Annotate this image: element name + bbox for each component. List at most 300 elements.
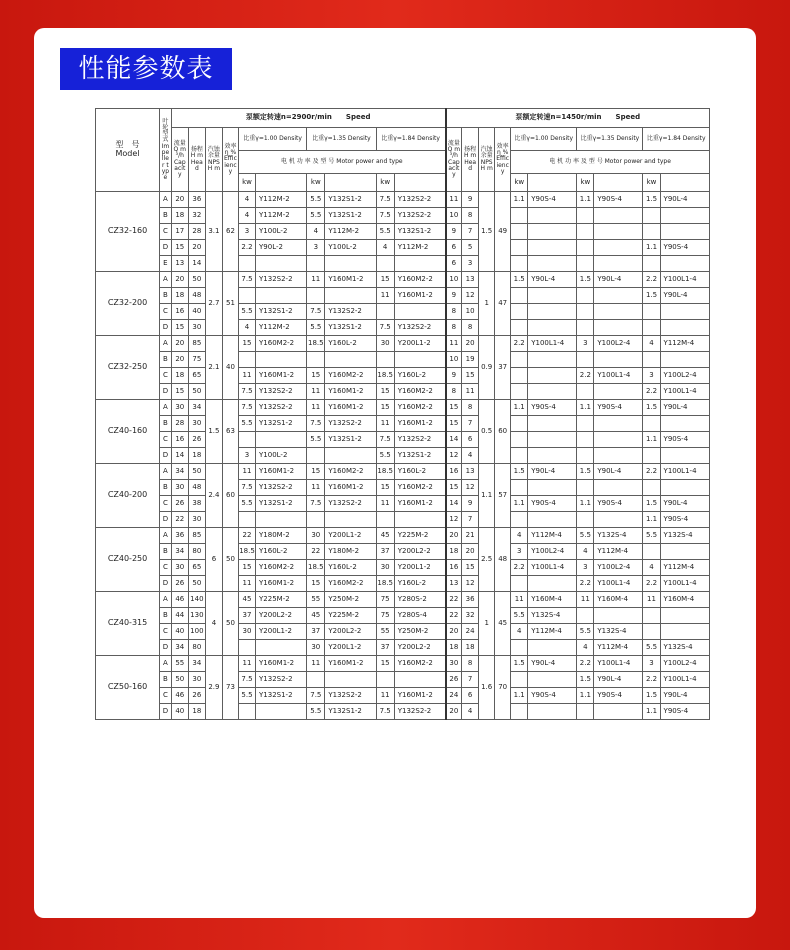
cell-ty3: Y160M1-2 <box>394 288 445 304</box>
cell-aty2: Y160M-4 <box>594 592 643 608</box>
model-cell: CZ32-250 <box>96 336 160 400</box>
cell-ef2: 49 <box>495 192 511 272</box>
cell-aty3: Y100L1-4 <box>660 576 709 592</box>
capacity-header-1450: 流量Q m³/h Capacity <box>446 128 462 192</box>
cell-q2: 11 <box>446 192 462 208</box>
cell-q2: 15 <box>446 416 462 432</box>
cell-aty2 <box>594 432 643 448</box>
cell-t: A <box>160 192 172 208</box>
cell-h: 50 <box>188 384 205 400</box>
cell-a2 <box>577 352 594 368</box>
cell-aty2 <box>594 416 643 432</box>
cell-a3: 1.5 <box>643 688 660 704</box>
cell-ty1: Y132S2-2 <box>256 672 307 688</box>
cell-h2: 24 <box>462 624 479 640</box>
cell-q2: 26 <box>446 672 462 688</box>
density-100-header-1450: 比重γ=1.00 Density <box>511 128 577 151</box>
table-row <box>96 688 710 704</box>
cell-aty2: Y132S-4 <box>594 528 643 544</box>
cell-t: E <box>160 256 172 272</box>
cell-p2: 18.5 <box>307 336 325 352</box>
cell-h: 48 <box>188 288 205 304</box>
table-row <box>96 496 710 512</box>
cell-p3: 75 <box>376 592 394 608</box>
cell-p3: 11 <box>376 416 394 432</box>
cell-t: C <box>160 224 172 240</box>
cell-p2 <box>307 352 325 368</box>
cell-q: 36 <box>171 528 188 544</box>
cell-ty2: Y250M-2 <box>325 592 376 608</box>
cell-ty3 <box>394 256 445 272</box>
cell-t: B <box>160 480 172 496</box>
density-184-header-1450: 比重γ=1.84 Density <box>643 128 710 151</box>
cell-q2: 15 <box>446 480 462 496</box>
cell-a3: 1.5 <box>643 288 660 304</box>
cell-p3 <box>376 304 394 320</box>
cell-q2: 8 <box>446 320 462 336</box>
cell-t: C <box>160 368 172 384</box>
cell-a1 <box>511 704 528 720</box>
capacity-header: 流量Q m³/h Capacity <box>171 128 188 192</box>
cell-q: 46 <box>171 592 188 608</box>
cell-t: C <box>160 560 172 576</box>
cell-ty3: Y250M-2 <box>394 624 445 640</box>
cell-a3 <box>643 320 660 336</box>
cell-aty3: Y100L1-4 <box>660 672 709 688</box>
cell-a2 <box>577 704 594 720</box>
cell-aty1: Y90S-4 <box>528 192 577 208</box>
cell-ty3: Y132S1-2 <box>394 448 445 464</box>
cell-ty3: Y160M2-2 <box>394 272 445 288</box>
cell-h2: 36 <box>462 592 479 608</box>
cell-ty3: Y160M1-2 <box>394 416 445 432</box>
cell-h2: 11 <box>462 384 479 400</box>
cell-ty1 <box>256 256 307 272</box>
cell-p3: 18.5 <box>376 576 394 592</box>
cell-ty3: Y132S1-2 <box>394 224 445 240</box>
cell-ty1: Y132S2-2 <box>256 400 307 416</box>
cell-h: 26 <box>188 432 205 448</box>
cell-a2: 3 <box>577 560 594 576</box>
cell-p1: 11 <box>238 368 255 384</box>
cell-ty1 <box>256 288 307 304</box>
cell-a2: 4 <box>577 544 594 560</box>
cell-aty1: Y90S-4 <box>528 400 577 416</box>
cell-a3 <box>643 352 660 368</box>
cell-h: 80 <box>188 640 205 656</box>
cell-aty1 <box>528 256 577 272</box>
cell-p2: 7.5 <box>307 416 325 432</box>
cell-p3: 15 <box>376 480 394 496</box>
cell-h: 50 <box>188 464 205 480</box>
table-row <box>96 528 710 544</box>
cell-np: 2.9 <box>205 656 222 720</box>
cell-aty1: Y132S-4 <box>528 608 577 624</box>
cell-q: 30 <box>171 560 188 576</box>
cell-p1 <box>238 432 255 448</box>
cell-a1: 11 <box>511 592 528 608</box>
table-row <box>96 464 710 480</box>
cell-h: 48 <box>188 480 205 496</box>
cell-ef: 40 <box>222 336 238 400</box>
cell-ty1 <box>256 432 307 448</box>
cell-q: 28 <box>171 416 188 432</box>
cell-ty2: Y160M1-2 <box>325 384 376 400</box>
cell-aty3 <box>660 352 709 368</box>
cell-ty1: Y200L1-2 <box>256 624 307 640</box>
cell-ty1: Y132S2-2 <box>256 384 307 400</box>
cell-p2: 11 <box>307 272 325 288</box>
cell-p2: 37 <box>307 624 325 640</box>
model-cell: CZ40-250 <box>96 528 160 592</box>
cell-p1 <box>238 256 255 272</box>
cell-p2: 15 <box>307 368 325 384</box>
cell-h: 50 <box>188 272 205 288</box>
cell-ty3: Y200L1-2 <box>394 336 445 352</box>
cell-a3 <box>643 256 660 272</box>
cell-ty1: Y90L-2 <box>256 240 307 256</box>
cell-h2: 6 <box>462 688 479 704</box>
cell-ty2: Y200L1-2 <box>325 528 376 544</box>
cell-ty1: Y112M-2 <box>256 320 307 336</box>
table-row <box>96 304 710 320</box>
page-title: 性能参数表 <box>60 48 232 90</box>
cell-h: 30 <box>188 512 205 528</box>
cell-h2: 4 <box>462 704 479 720</box>
cell-p2: 45 <box>307 608 325 624</box>
cell-a1 <box>511 224 528 240</box>
cell-ty3 <box>394 512 445 528</box>
cell-aty3: Y100L1-4 <box>660 464 709 480</box>
cell-h2: 15 <box>462 560 479 576</box>
cell-q: 34 <box>171 640 188 656</box>
cell-p1: 18.5 <box>238 544 255 560</box>
cell-a1 <box>511 208 528 224</box>
cell-a2: 2.2 <box>577 576 594 592</box>
cell-t: D <box>160 576 172 592</box>
cell-aty1 <box>528 320 577 336</box>
table-row <box>96 608 710 624</box>
cell-ty2: Y132S1-2 <box>325 704 376 720</box>
cell-h: 38 <box>188 496 205 512</box>
cell-aty2 <box>594 320 643 336</box>
cell-aty1: Y100L1-4 <box>528 336 577 352</box>
cell-p1: 4 <box>238 192 255 208</box>
cell-np: 1.5 <box>205 400 222 464</box>
cell-aty2: Y90L-4 <box>594 272 643 288</box>
npsh-header-1450: 汽蚀余量NPSH m <box>479 128 495 192</box>
cell-p2: 11 <box>307 656 325 672</box>
cell-ty1: Y160M2-2 <box>256 336 307 352</box>
cell-t: A <box>160 656 172 672</box>
cell-aty3 <box>660 624 709 640</box>
cell-a2 <box>577 288 594 304</box>
cell-a1 <box>511 448 528 464</box>
cell-aty1 <box>528 304 577 320</box>
cell-p1: 5.5 <box>238 304 255 320</box>
cell-ty2: Y132S2-2 <box>325 304 376 320</box>
cell-a2 <box>577 256 594 272</box>
cell-ty1 <box>256 512 307 528</box>
cell-t: C <box>160 624 172 640</box>
cell-h2: 9 <box>462 496 479 512</box>
cell-ty1: Y160M2-2 <box>256 560 307 576</box>
kw-header: kw <box>307 174 325 192</box>
cell-h: 30 <box>188 672 205 688</box>
cell-a1 <box>511 288 528 304</box>
cell-q: 20 <box>171 352 188 368</box>
cell-h2: 8 <box>462 656 479 672</box>
cell-p3: 30 <box>376 560 394 576</box>
cell-p1: 4 <box>238 320 255 336</box>
cell-aty2: Y90S-4 <box>594 400 643 416</box>
cell-h2: 7 <box>462 416 479 432</box>
cell-q: 18 <box>171 208 188 224</box>
cell-q2: 14 <box>446 432 462 448</box>
cell-p3: 4 <box>376 240 394 256</box>
cell-np: 4 <box>205 592 222 656</box>
cell-h: 18 <box>188 704 205 720</box>
cell-a1 <box>511 240 528 256</box>
cell-aty1 <box>528 704 577 720</box>
cell-h: 26 <box>188 688 205 704</box>
cell-p1: 22 <box>238 528 255 544</box>
cell-aty1 <box>528 352 577 368</box>
cell-p3: 7.5 <box>376 704 394 720</box>
table-row <box>96 336 710 352</box>
cell-ty2: Y180M-2 <box>325 544 376 560</box>
cell-a1: 1.1 <box>511 400 528 416</box>
cell-aty3: Y90L-4 <box>660 688 709 704</box>
model-cell: CZ40-200 <box>96 464 160 528</box>
kw-header: kw <box>577 174 594 192</box>
cell-aty1: Y90L-4 <box>528 464 577 480</box>
cell-a1 <box>511 512 528 528</box>
cell-ty3: Y132S2-2 <box>394 192 445 208</box>
cell-a2 <box>577 480 594 496</box>
cell-p1: 5.5 <box>238 416 255 432</box>
cell-p1: 11 <box>238 464 255 480</box>
cell-a3: 2.2 <box>643 384 660 400</box>
cell-h2: 12 <box>462 576 479 592</box>
cell-q2: 24 <box>446 688 462 704</box>
cell-a2 <box>577 240 594 256</box>
cell-a2: 5.5 <box>577 624 594 640</box>
cell-p1: 15 <box>238 336 255 352</box>
model-header: 型 号 Model <box>96 109 160 192</box>
cell-q2: 14 <box>446 496 462 512</box>
cell-h2: 3 <box>462 256 479 272</box>
cell-q2: 12 <box>446 448 462 464</box>
cell-aty1 <box>528 288 577 304</box>
density-135-header-1450: 比重γ=1.35 Density <box>577 128 643 151</box>
cell-t: C <box>160 432 172 448</box>
cell-h2: 6 <box>462 432 479 448</box>
cell-p1: 2.2 <box>238 240 255 256</box>
cell-ty2: Y160M1-2 <box>325 480 376 496</box>
cell-p3: 11 <box>376 688 394 704</box>
cell-aty2 <box>594 384 643 400</box>
cell-p1: 7.5 <box>238 400 255 416</box>
cell-ty2: Y100L-2 <box>325 240 376 256</box>
cell-a2 <box>577 320 594 336</box>
cell-ty2: Y225M-2 <box>325 608 376 624</box>
cell-ty3: Y225M-2 <box>394 528 445 544</box>
cell-aty2 <box>594 208 643 224</box>
cell-a3: 3 <box>643 656 660 672</box>
cell-ty3: Y200L2-2 <box>394 640 445 656</box>
cell-a2 <box>577 416 594 432</box>
cell-h: 20 <box>188 240 205 256</box>
density-100-header: 比重γ=1.00 Density <box>238 128 306 151</box>
cell-p2 <box>307 448 325 464</box>
cell-q2: 8 <box>446 304 462 320</box>
cell-ty3: Y132S2-2 <box>394 208 445 224</box>
cell-q2: 22 <box>446 608 462 624</box>
cell-a3: 1.1 <box>643 704 660 720</box>
cell-ty3: Y160L-2 <box>394 464 445 480</box>
table-row <box>96 320 710 336</box>
cell-ty1: Y100L-2 <box>256 224 307 240</box>
cell-q: 20 <box>171 192 188 208</box>
cell-ty2 <box>325 448 376 464</box>
cell-aty2: Y100L1-4 <box>594 656 643 672</box>
cell-q2: 18 <box>446 544 462 560</box>
cell-p3: 7.5 <box>376 208 394 224</box>
cell-aty3 <box>660 544 709 560</box>
cell-p2: 55 <box>307 592 325 608</box>
cell-q2: 16 <box>446 464 462 480</box>
cell-a2: 1.1 <box>577 496 594 512</box>
cell-a1: 1.5 <box>511 464 528 480</box>
cell-ty1: Y160M1-2 <box>256 464 307 480</box>
cell-q2: 9 <box>446 224 462 240</box>
cell-aty2 <box>594 304 643 320</box>
model-cell: CZ32-200 <box>96 272 160 336</box>
cell-h2: 7 <box>462 512 479 528</box>
table-row <box>96 592 710 608</box>
cell-aty2 <box>594 224 643 240</box>
motor-header-1450: 电 机 功 率 及 型 号 Motor power and type <box>511 151 710 174</box>
cell-q: 20 <box>171 272 188 288</box>
cell-aty2: Y100L1-4 <box>594 576 643 592</box>
cell-p1: 7.5 <box>238 672 255 688</box>
cell-p3: 75 <box>376 608 394 624</box>
cell-ty1 <box>256 704 307 720</box>
cell-h2: 9 <box>462 192 479 208</box>
cell-t: B <box>160 288 172 304</box>
cell-aty2: Y90S-4 <box>594 496 643 512</box>
cell-aty1 <box>528 240 577 256</box>
kw-header: kw <box>643 174 660 192</box>
cell-h2: 7 <box>462 224 479 240</box>
cell-q: 22 <box>171 512 188 528</box>
cell-a1 <box>511 368 528 384</box>
cell-ef: 62 <box>222 192 238 272</box>
cell-q2: 20 <box>446 704 462 720</box>
cell-ty2 <box>325 352 376 368</box>
cell-q2: 10 <box>446 352 462 368</box>
cell-p3: 5.5 <box>376 224 394 240</box>
cell-ef: 50 <box>222 528 238 592</box>
cell-aty2: Y90S-4 <box>594 688 643 704</box>
cell-p2: 7.5 <box>307 496 325 512</box>
cell-np: 2.7 <box>205 272 222 336</box>
cell-p2: 11 <box>307 400 325 416</box>
cell-np: 6 <box>205 528 222 592</box>
model-cell: CZ32-160 <box>96 192 160 272</box>
cell-ty3: Y280S-4 <box>394 608 445 624</box>
cell-t: C <box>160 304 172 320</box>
cell-q2: 20 <box>446 624 462 640</box>
cell-ty2: Y132S1-2 <box>325 208 376 224</box>
cell-aty3: Y132S-4 <box>660 528 709 544</box>
model-cell: CZ40-160 <box>96 400 160 464</box>
cell-p3: 15 <box>376 272 394 288</box>
cell-h2: 12 <box>462 288 479 304</box>
cell-h2: 18 <box>462 640 479 656</box>
cell-ty3: Y132S2-2 <box>394 704 445 720</box>
cell-h2: 20 <box>462 544 479 560</box>
cell-aty2: Y132S-4 <box>594 624 643 640</box>
cell-aty2 <box>594 256 643 272</box>
cell-aty1: Y90S-4 <box>528 688 577 704</box>
model-cell: CZ40-315 <box>96 592 160 656</box>
cell-ty2: Y160L-2 <box>325 560 376 576</box>
cell-h2: 7 <box>462 672 479 688</box>
cell-ty3: Y160M2-2 <box>394 480 445 496</box>
cell-np2: 1 <box>479 592 495 656</box>
cell-q: 15 <box>171 240 188 256</box>
cell-a3: 2.2 <box>643 464 660 480</box>
cell-t: D <box>160 448 172 464</box>
cell-p3: 7.5 <box>376 320 394 336</box>
cell-ty2: Y112M-2 <box>325 224 376 240</box>
cell-ty3: Y160M1-2 <box>394 496 445 512</box>
cell-q: 15 <box>171 320 188 336</box>
cell-np2: 2.5 <box>479 528 495 592</box>
cell-q2: 12 <box>446 512 462 528</box>
cell-t: D <box>160 240 172 256</box>
cell-aty2: Y112M-4 <box>594 640 643 656</box>
cell-a3: 1.1 <box>643 432 660 448</box>
cell-h2: 4 <box>462 448 479 464</box>
cell-a3 <box>643 208 660 224</box>
cell-a1: 1.1 <box>511 688 528 704</box>
cell-h: 34 <box>188 656 205 672</box>
cell-aty1 <box>528 368 577 384</box>
cell-ty2 <box>325 256 376 272</box>
cell-aty2 <box>594 480 643 496</box>
table-row <box>96 256 710 272</box>
cell-q: 17 <box>171 224 188 240</box>
cell-aty3: Y132S-4 <box>660 640 709 656</box>
cell-p3: 18.5 <box>376 464 394 480</box>
cell-t: D <box>160 320 172 336</box>
cell-ty1: Y132S2-2 <box>256 272 307 288</box>
cell-ty3 <box>394 304 445 320</box>
cell-a1: 2.2 <box>511 560 528 576</box>
cell-aty1: Y112M-4 <box>528 624 577 640</box>
cell-a1 <box>511 304 528 320</box>
cell-h: 30 <box>188 416 205 432</box>
cell-q: 50 <box>171 672 188 688</box>
table-row <box>96 384 710 400</box>
cell-ty1 <box>256 640 307 656</box>
cell-a2: 1.5 <box>577 272 594 288</box>
kw-header: kw <box>238 174 255 192</box>
cell-ty2: Y132S2-2 <box>325 496 376 512</box>
